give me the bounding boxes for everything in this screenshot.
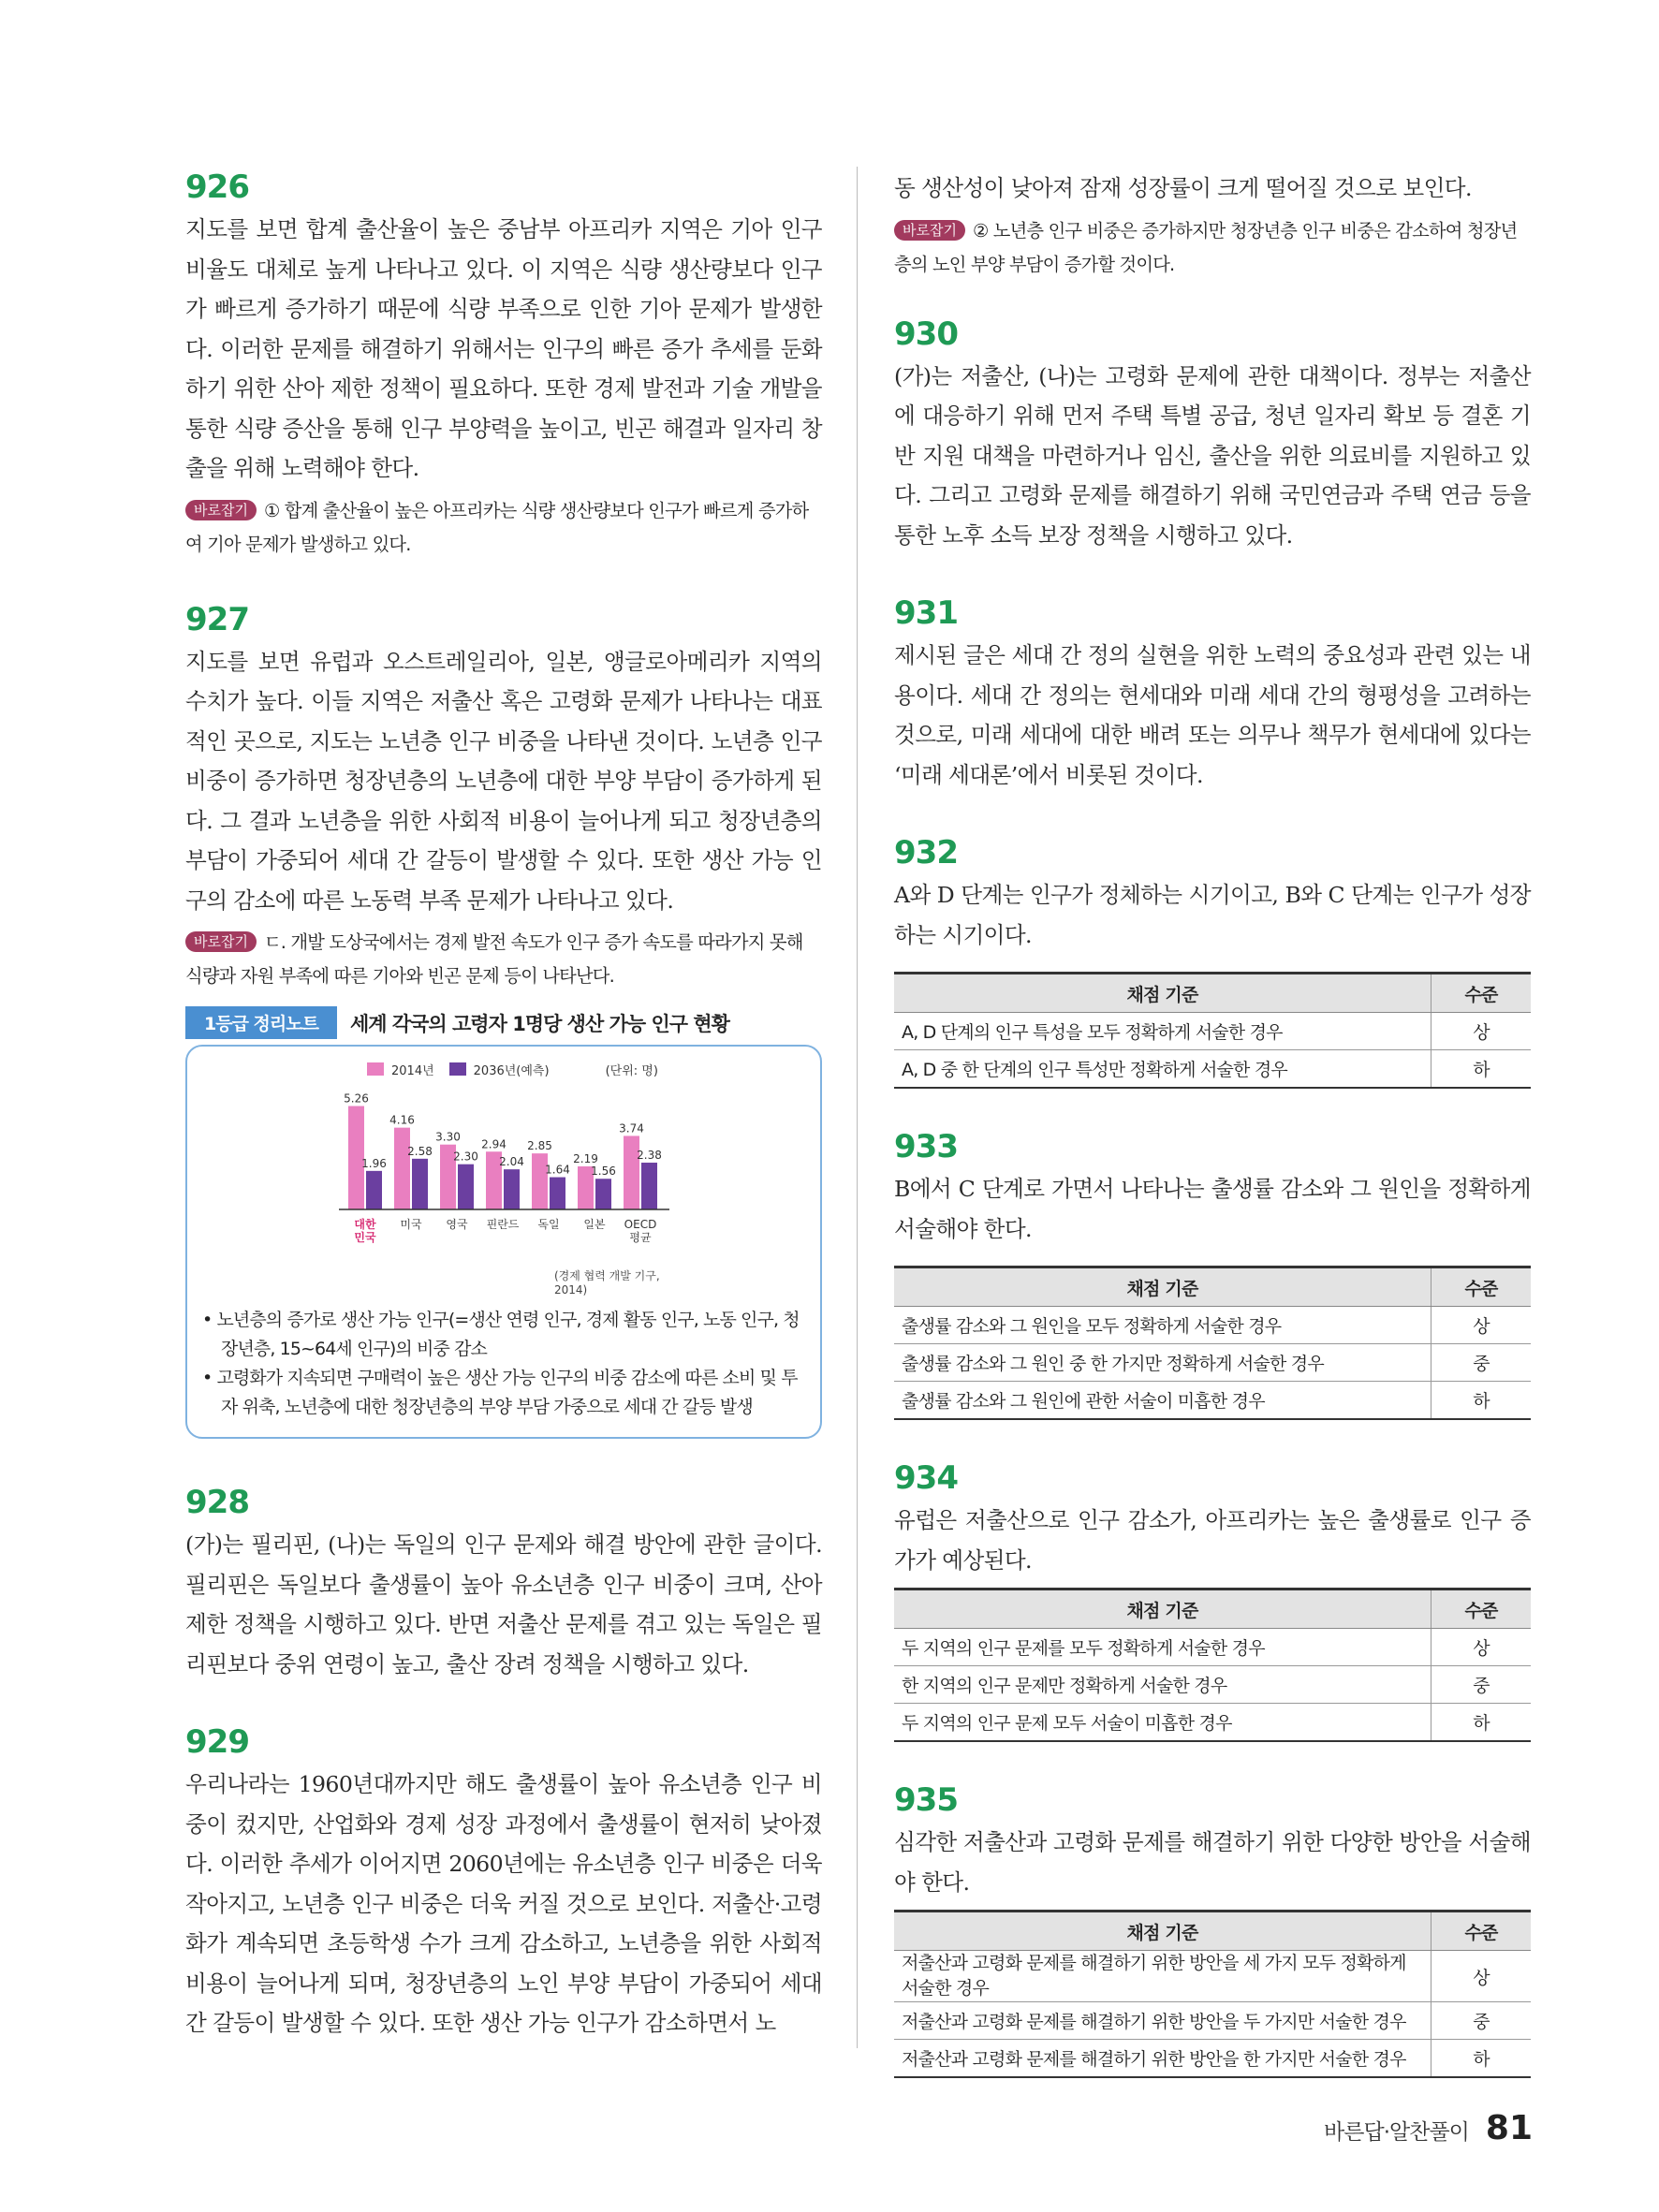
grading-table [894, 972, 1531, 1089]
answer-928 [185, 1484, 822, 1684]
criteria-cell: 출생률 감소와 그 원인을 모두 정확하게 서술한 경우 [894, 1307, 1431, 1344]
level-cell: 하 [1431, 2040, 1532, 2078]
data-label: 2.04 [499, 1155, 524, 1169]
tick-label: 일본 [583, 1218, 606, 1231]
criteria-cell: 출생률 감소와 그 원인에 관한 서술이 미흡한 경우 [894, 1382, 1431, 1420]
chart-plot [208, 1080, 695, 1267]
note-box [185, 1045, 822, 1439]
explanation-text: 우리나라는 1960년대까지만 해도 출생률이 높아 유소년층 인구 비중이 컸지만, 산업화와 경제 성장 과정에서 출생률이 현저히 낮아졌다. 이러한 추세가 이어지면 2060년에는 유소년층 인구 비중은 더욱 작아지고, 노년층 인구 비중은 더욱 커질 것으로 보인다. 저출산·고령화가 계속되면 초등학생 수가 크게 감소하고, 노년층을 위한 사회적 비용이 늘어나게 되며, 청장년층의 노인 부양 부담이 가중되어 세대 간 갈등이 발생할 수 있다. 또한 생산 가능 인구가 감소하면서 노 [185, 1771, 822, 2036]
explanation-text: 심각한 저출산과 고령화 문제를 해결하기 위한 다양한 방안을 서술해야 한다. [894, 1829, 1531, 1896]
level-cell: 하 [1431, 1704, 1532, 1742]
table-header-level: 수준 [1431, 1267, 1532, 1307]
left-column [185, 168, 822, 2083]
explanation-text: A와 D 단계는 인구가 정체하는 시기이고, B와 C 단계는 인구가 성장하는 시기이다. [894, 882, 1531, 948]
level-cell: 하 [1431, 1050, 1532, 1089]
legend-label-2014: 2014년 [391, 1063, 434, 1078]
tick-label: 핀란드 [486, 1218, 520, 1231]
question-number: 926 [185, 168, 249, 206]
explanation-text: B에서 C 단계로 가면서 나타나는 출생률 감소와 그 원인을 정확하게 서술해야 한다. [894, 1176, 1531, 1242]
table-header-criteria: 채점 기준 [894, 1589, 1431, 1629]
table-row [894, 1704, 1531, 1742]
grading-table [894, 1588, 1531, 1742]
correction-note [185, 494, 822, 562]
table-row [894, 1382, 1531, 1420]
tick-label: 대한 [354, 1218, 376, 1231]
bar-chart [208, 1058, 695, 1296]
column-divider [857, 167, 858, 2048]
data-label: 2.19 [573, 1152, 598, 1166]
table-row [894, 1666, 1531, 1704]
table-row [894, 2002, 1531, 2040]
correction-text: ① 합계 출산율이 높은 아프리카는 식량 생산량보다 인구가 빠르게 증가하여 기아 문제가 발생하고 있다. [185, 499, 809, 555]
explanation-text: 유럽은 저출산으로 인구 감소가, 아프리카는 높은 출생률로 인구 증가가 예상된다. [894, 1507, 1531, 1574]
note-bullet: • 고령화가 지속되면 구매력이 높은 생산 가능 인구의 비중 감소에 따른 소비 및 투자 위축, 노년층에 대한 청장년층의 부양 부담 가중으로 세대 간 갈등 발생 [202, 1368, 798, 1417]
grading-table [894, 1910, 1531, 2078]
table-row [894, 1307, 1531, 1344]
data-label: 2.38 [637, 1149, 662, 1163]
question-number: 931 [894, 594, 958, 632]
table-header-criteria: 채점 기준 [894, 974, 1431, 1013]
chart-unit: (단위: 명) [605, 1063, 658, 1078]
table-row [894, 1013, 1531, 1050]
bar [532, 1153, 548, 1209]
legend-swatch-2014 [367, 1062, 384, 1076]
answer-934 [894, 1459, 1531, 1742]
tick-label: 영국 [446, 1218, 468, 1231]
table-header-criteria: 채점 기준 [894, 1912, 1431, 1951]
criteria-cell: 출생률 감소와 그 원인 중 한 가지만 정확하게 서술한 경우 [894, 1344, 1431, 1382]
answer-927 [185, 601, 822, 994]
bar [394, 1128, 410, 1209]
data-label: 2.58 [407, 1144, 433, 1158]
summary-note [185, 1006, 822, 1439]
criteria-cell: 저출산과 고령화 문제를 해결하기 위한 방안을 한 가지만 서술한 경우 [894, 2040, 1431, 2078]
level-cell: 상 [1431, 1307, 1532, 1344]
answer-933 [894, 1128, 1531, 1420]
note-bullet: • 노년층의 증가로 생산 가능 인구(=생산 연령 인구, 경제 활동 인구, 노동 인구, 청장년층, 15~64세 인구)의 비중 감소 [202, 1310, 800, 1359]
level-cell: 상 [1431, 1951, 1532, 2002]
data-label: 1.64 [545, 1163, 570, 1177]
bar [641, 1163, 657, 1209]
bar [412, 1159, 428, 1209]
answer-929 [185, 1723, 822, 2044]
tick-label: 평균 [629, 1231, 652, 1244]
chart-source: (경제 협력 개발 기구, 2014) [554, 1269, 660, 1296]
data-label: 2.85 [527, 1139, 552, 1153]
explanation-text: 동 생산성이 낮아져 잠재 성장률이 크게 떨어질 것으로 보인다. [894, 175, 1472, 201]
data-label: 3.30 [435, 1130, 461, 1144]
question-number: 930 [894, 315, 958, 353]
table-row [894, 1951, 1531, 2002]
note-title: 세계 각국의 고령자 1명당 생산 가능 인구 현황 [349, 1012, 729, 1035]
bar [550, 1178, 565, 1209]
bar [458, 1165, 474, 1209]
answer-932 [894, 834, 1531, 1089]
grading-table [894, 1266, 1531, 1420]
table-header-level: 수준 [1431, 1589, 1532, 1629]
table-row [894, 2040, 1531, 2078]
level-cell: 중 [1431, 1666, 1532, 1704]
answer-926 [185, 168, 822, 562]
table-header-level: 수준 [1431, 1912, 1532, 1951]
criteria-cell: 한 지역의 인구 문제만 정확하게 서술한 경우 [894, 1666, 1431, 1704]
footer-book-title: 바른답·알찬풀이 [1324, 2120, 1469, 2145]
note-tag: 1등급 정리노트 [185, 1006, 337, 1039]
criteria-cell: A, D 중 한 단계의 인구 특성만 정확하게 서술한 경우 [894, 1050, 1431, 1089]
table-row [894, 1629, 1531, 1666]
tick-label: OECD [624, 1218, 657, 1231]
page-number: 81 [1485, 2109, 1533, 2147]
question-number: 928 [185, 1484, 249, 1521]
explanation-text: (가)는 저출산, (나)는 고령화 문제에 관한 대책이다. 정부는 저출산에 대응하기 위해 먼저 주택 특별 공급, 청년 일자리 확보 등 결혼 기반 지원 대책을 마련하거나 임신, 출산을 위한 의료비를 지원하고 있다. 그리고 고령화 문제를 해결하기 위해 국민연금과 주택 연금 등을 통한 노후 소득 보장 정책을 시행하고 있다. [894, 362, 1531, 549]
note-header [185, 1006, 822, 1039]
legend-swatch-2036 [449, 1062, 466, 1076]
question-number: 935 [894, 1781, 958, 1819]
table-row [894, 1050, 1531, 1089]
criteria-cell: 저출산과 고령화 문제를 해결하기 위한 방안을 두 가지만 서술한 경우 [894, 2002, 1431, 2040]
data-label: 1.56 [591, 1165, 616, 1179]
level-cell: 상 [1431, 1629, 1532, 1666]
correction-badge: 바로잡기 [185, 931, 257, 952]
bar [624, 1135, 639, 1209]
bar [504, 1169, 520, 1209]
data-label: 3.74 [619, 1121, 644, 1135]
data-label: 2.30 [453, 1150, 478, 1164]
correction-note [894, 214, 1531, 282]
data-label: 2.94 [481, 1137, 507, 1151]
explanation-text: 지도를 보면 합계 출산율이 높은 중남부 아프리카 지역은 기아 인구 비율도 대체로 높게 나타나고 있다. 이 지역은 식량 생산량보다 인구가 빠르게 증가하기 때문에 식량 부족으로 인한 기아 문제가 발생한다. 이러한 문제를 해결하기 위해서는 인구의 빠른 증가 추세를 둔화하기 위한 산아 제한 정책이 필요하다. 또한 경제 발전과 기술 개발을 통한 식량 증산을 통해 인구 부양력을 높이고, 빈곤 해결과 일자리 창출을 위해 노력해야 한다. [185, 216, 822, 481]
level-cell: 하 [1431, 1382, 1532, 1420]
explanation-text: 제시된 글은 세대 간 정의 실현을 위한 노력의 중요성과 관련 있는 내용이다. 세대 간 정의는 현세대와 미래 세대 간의 형평성을 고려하는 것으로, 미래 세대에 대한 배려 또는 의무나 책무가 현세대에 있다는 ‘미래 세대론’에서 비롯된 것이다. [894, 642, 1531, 788]
data-label: 1.96 [361, 1156, 387, 1170]
bar [595, 1179, 611, 1209]
correction-text: ② 노년층 인구 비중은 증가하지만 청장년층 인구 비중은 감소하여 청장년층의 노인 부양 부담이 증가할 것이다. [894, 219, 1518, 275]
explanation-text: (가)는 필리핀, (나)는 독일의 인구 문제와 해결 방안에 관한 글이다. 필리핀은 독일보다 출생률이 높아 유소년층 인구 비중이 크며, 산아 제한 정책을 시행하고 있다. 반면 저출산 문제를 겪고 있는 독일은 필리핀보다 중위 연령이 높고, 출산 장려 정책을 시행하고 있다. [185, 1531, 822, 1677]
question-number: 929 [185, 1723, 249, 1761]
table-header-level: 수준 [1431, 974, 1532, 1013]
chart-legend [367, 1058, 695, 1080]
criteria-cell: 저출산과 고령화 문제를 해결하기 위한 방안을 세 가지 모두 정확하게 서술한 경우 [894, 1951, 1431, 2002]
level-cell: 중 [1431, 1344, 1532, 1382]
correction-text: ㄷ. 개발 도상국에서는 경제 발전 속도가 인구 증가 속도를 따라가지 못해 식량과 자원 부족에 따른 기아와 빈곤 문제 등이 나타난다. [185, 931, 803, 987]
level-cell: 상 [1431, 1013, 1532, 1050]
correction-badge: 바로잡기 [894, 220, 965, 241]
right-column [894, 168, 1531, 2117]
criteria-cell: A, D 단계의 인구 특성을 모두 정확하게 서술한 경우 [894, 1013, 1431, 1050]
question-number: 934 [894, 1459, 958, 1497]
criteria-cell: 두 지역의 인구 문제 모두 서술이 미흡한 경우 [894, 1704, 1431, 1742]
note-bullets [202, 1306, 805, 1422]
tick-label: 미국 [400, 1218, 422, 1231]
criteria-cell: 두 지역의 인구 문제를 모두 정확하게 서술한 경우 [894, 1629, 1431, 1666]
table-row [894, 1344, 1531, 1382]
bar [366, 1171, 382, 1209]
explanation-text: 지도를 보면 유럽과 오스트레일리아, 일본, 앵글로아메리카 지역의 수치가 높다. 이들 지역은 저출산 혹은 고령화 문제가 나타나는 대표적인 곳으로, 지도는 노년층 인구 비중을 나타낸 것이다. 노년층 인구 비중이 증가하면 청장년층의 노년층에 대한 부양 부담이 증가하게 된다. 그 결과 노년층을 위한 사회적 비용이 늘어나게 되고 청장년층의 부담이 가중되어 세대 간 갈등이 발생할 수 있다. 또한 생산 가능 인구의 감소에 따른 노동력 부족 문제가 나타나고 있다. [185, 648, 822, 914]
question-number: 932 [894, 834, 958, 872]
data-label: 5.26 [344, 1091, 369, 1106]
question-number: 933 [894, 1128, 958, 1165]
answer-929-continued [894, 168, 1531, 282]
answer-931 [894, 594, 1531, 795]
data-label: 4.16 [389, 1113, 415, 1127]
page-footer [1324, 2109, 1533, 2147]
tick-label: 민국 [354, 1231, 376, 1244]
answer-935 [894, 1781, 1531, 2078]
correction-badge: 바로잡기 [185, 500, 257, 520]
question-number: 927 [185, 600, 249, 638]
answer-930 [894, 315, 1531, 556]
table-header-criteria: 채점 기준 [894, 1267, 1431, 1307]
correction-note [185, 926, 822, 993]
tick-label: 독일 [537, 1218, 560, 1231]
level-cell: 중 [1431, 2002, 1532, 2040]
legend-label-2036: 2036년(예측) [473, 1063, 550, 1078]
